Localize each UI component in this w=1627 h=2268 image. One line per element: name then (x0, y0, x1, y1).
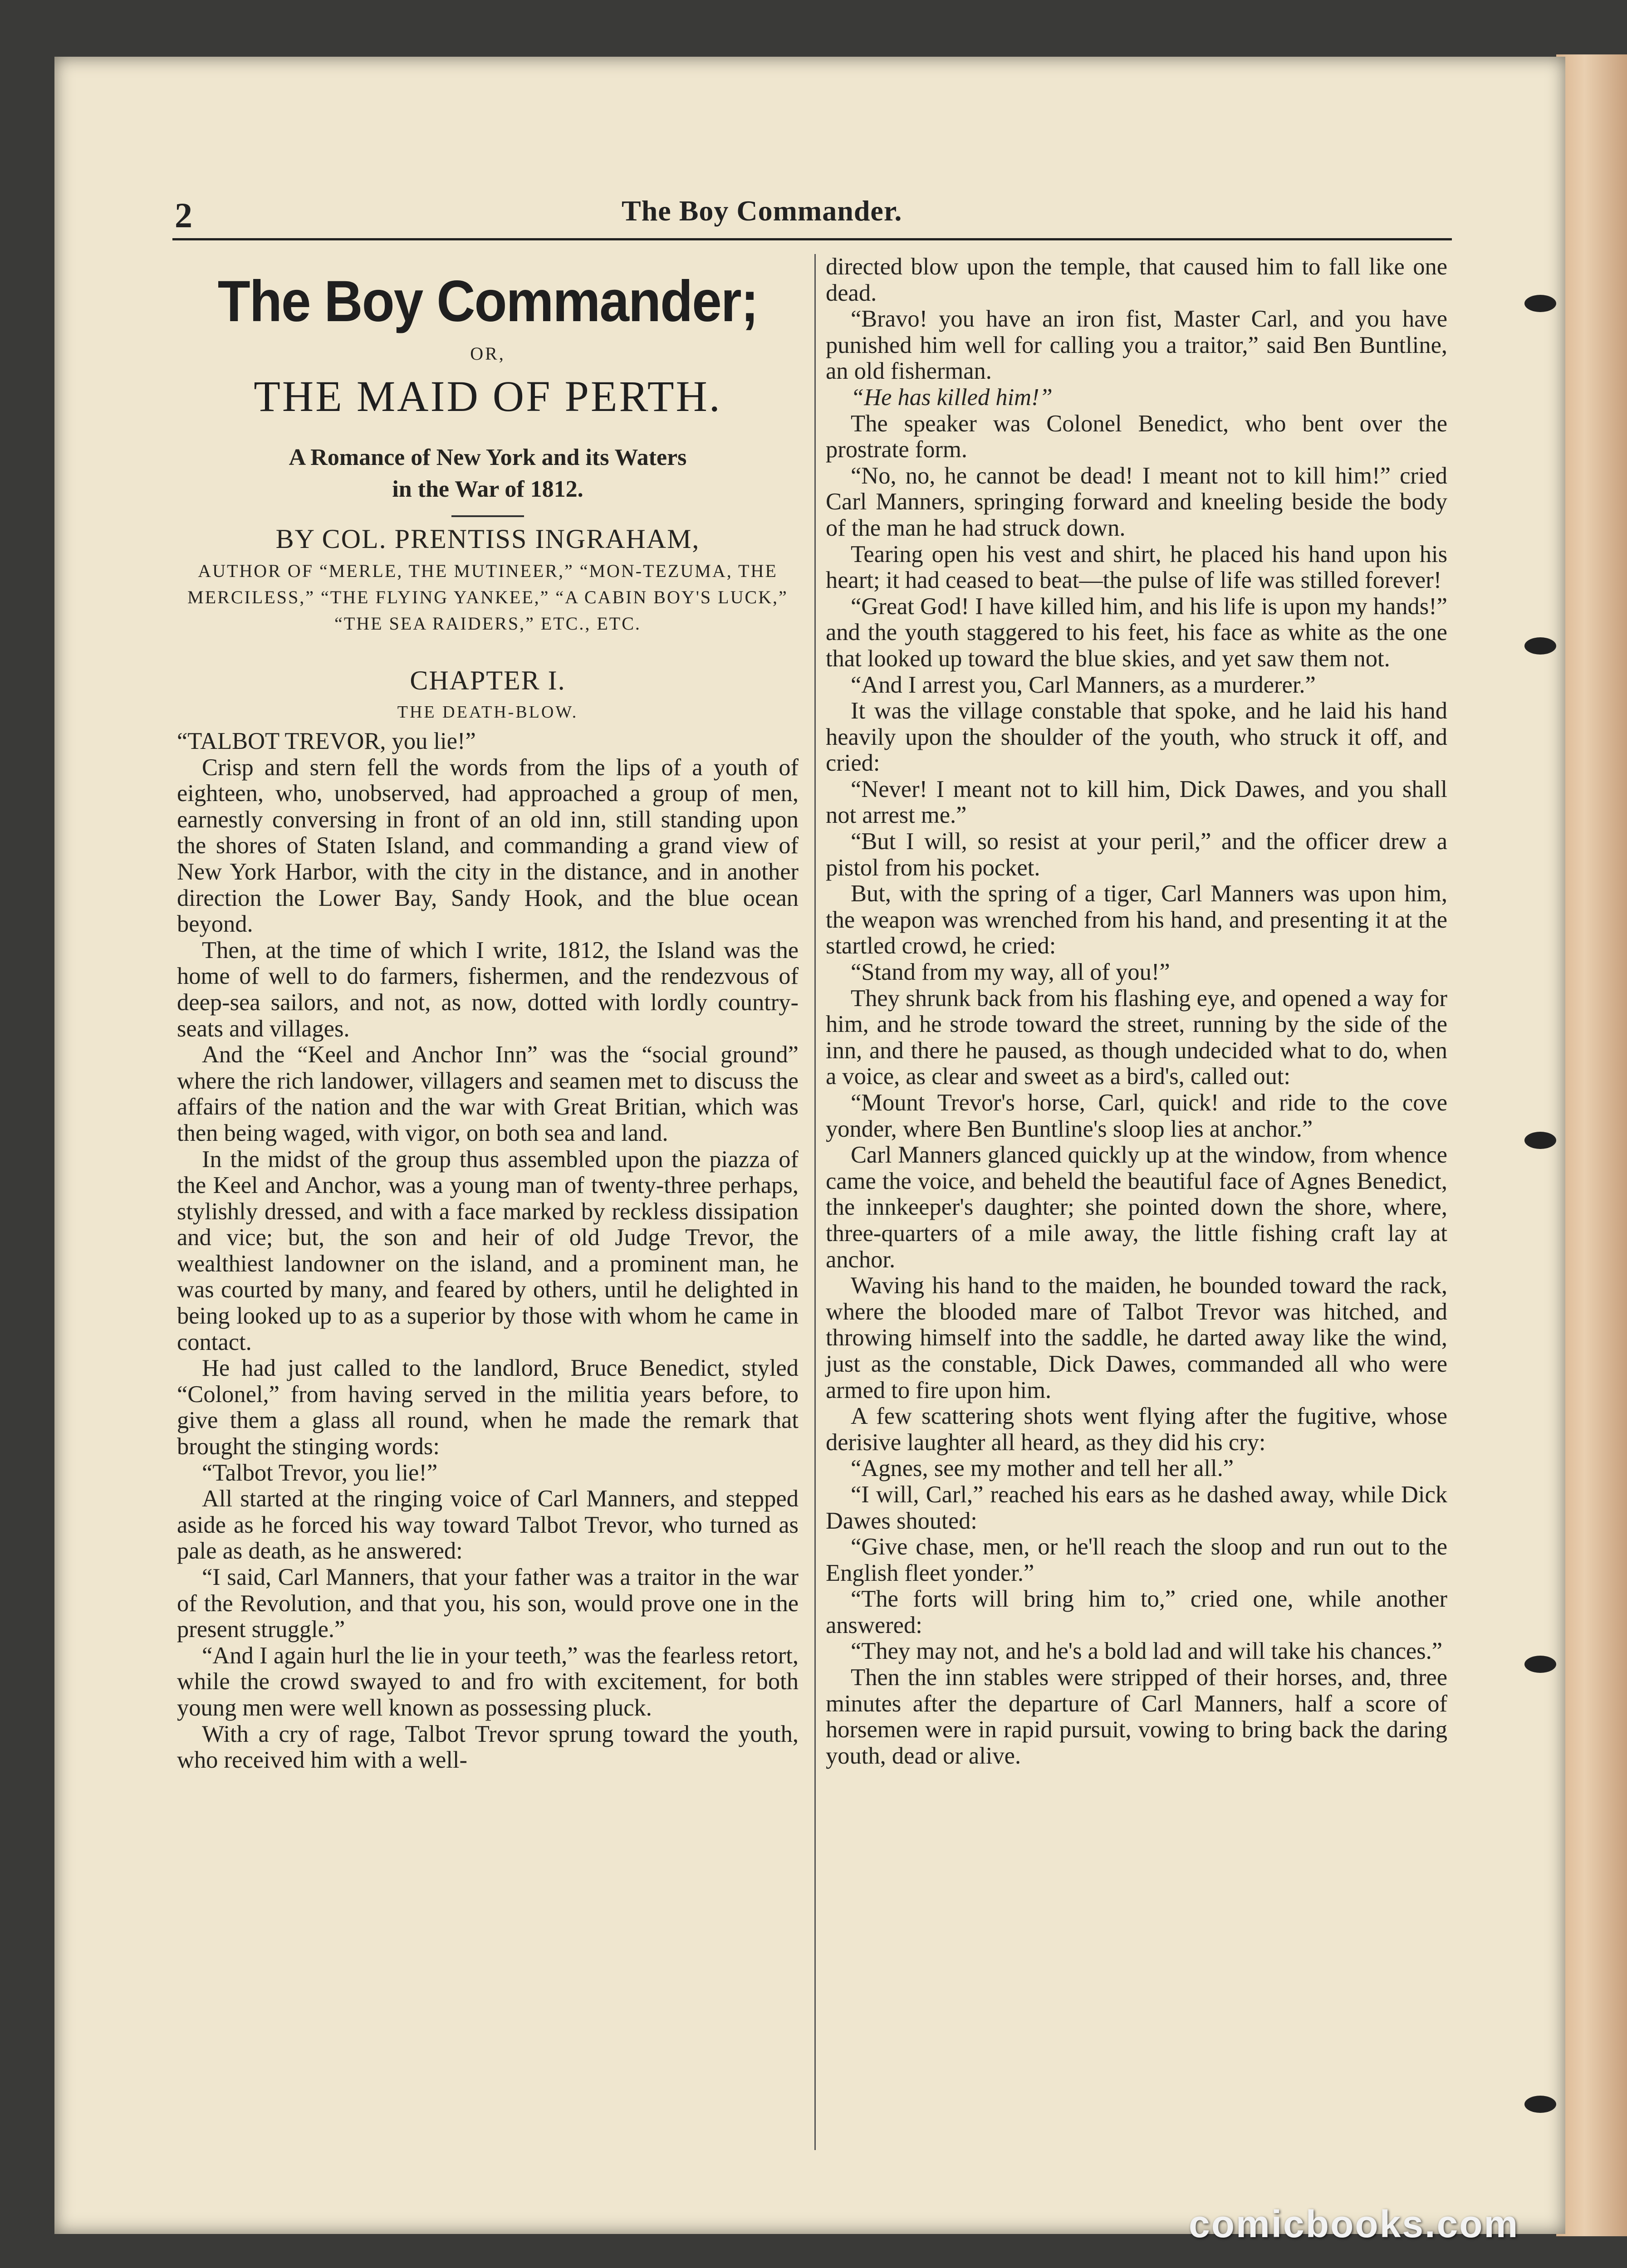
staple-hole (1524, 2096, 1556, 2113)
romance-line-2: in the War of 1812. (392, 476, 583, 502)
paragraph: “And I again hurl the lie in your teeth,” was the fearless retort, while the crowd swayed to and fro with excitement, for both young men were well known as possessing pluck. (177, 1642, 799, 1721)
header-rule (172, 238, 1452, 240)
paragraph: With a cry of rage, Talbot Trevor sprung toward the youth, who received him with a well- (177, 1721, 799, 1774)
paragraph: “Stand from my way, all of you!” (851, 959, 1170, 986)
paragraph: “I said, Carl Manners, that your father was a traitor in the war of the Revolution, and that you, his son, would prove one in the present struggle.” (177, 1564, 799, 1643)
paragraph: “I will, Carl,” reached his ears as he dashed away, while Dick Dawes shouted: (826, 1481, 1447, 1534)
title-or: OR, (470, 343, 505, 364)
staple-hole (1524, 637, 1556, 655)
title-rule (451, 515, 524, 517)
paragraph: “Never! I meant not to kill him, Dick Dawes, and you shall not arrest me.” (826, 776, 1447, 829)
paragraph: The speaker was Colonel Benedict, who bent over the prostrate form. (826, 410, 1447, 463)
story-title: The Boy Commander; (217, 269, 758, 334)
paragraph: Then, at the time of which I write, 1812, the Island was the home of well to do farmers, fishermen, and the rendezvous of deep-sea sailors, and not, as now, dotted with lordly country-seats and villages. (177, 937, 799, 1042)
paragraph: “TALBOT TREVOR, you lie!” (177, 728, 476, 754)
romance-line-1: A Romance of New York and its Waters (289, 445, 687, 470)
paragraph: They shrunk back from his flashing eye, and opened a way for him, and he strode toward the street, running by the side of the inn, and there he paused, as though undecided what to do, when a voice, as clear and sweet as a bird's, called out: (826, 985, 1447, 1090)
paragraph: A few scattering shots went flying after the fugitive, whose derisive laughter all heard, as they did his cry: (826, 1403, 1447, 1456)
paragraph: And the “Keel and Anchor Inn” was the “social ground” where the rich landower, villagers and seamen met to discuss the affairs of the nation and the war with Great Britian, which was then being waged, with vigor, on both sea and land. (177, 1041, 799, 1146)
paragraph: “Give chase, men, or he'll reach the sloop and run out to the English fleet yonder.” (826, 1534, 1447, 1586)
paragraph: He had just called to the landlord, Bruce Benedict, styled “Colonel,” from having served in the militia years before, to give them a glass all round, when he made the remark that brought the stinging words: (177, 1355, 799, 1460)
right-column (826, 254, 1447, 1769)
story-subtitle: THE MAID OF PERTH. (254, 372, 722, 420)
paragraph: It was the village constable that spoke, and he laid his hand heavily upon the shoulder of the youth, who struck it off, and cried: (826, 698, 1447, 777)
adjacent-page-edge (1556, 54, 1627, 2236)
paragraph: All started at the ringing voice of Carl Manners, and stepped aside as he forced his way toward Talbot Trevor, who turned as pale as death, as he answered: (177, 1486, 799, 1564)
author-of: AUTHOR OF “MERLE, THE MUTINEER,” “MON-TEZUMA, THE MERCILESS,” “THE FLYING YANKEE,” “A CABIN BOY'S LUCK,” “THE SEA RAIDERS,” ETC., ETC. (187, 561, 788, 634)
paragraph: “Mount Trevor's horse, Carl, quick! and ride to the cove yonder, where Ben Buntline's sloop lies at anchor.” (826, 1090, 1447, 1142)
running-head: The Boy Commander. (622, 195, 902, 227)
staple-hole (1524, 1656, 1556, 1673)
chapter-title: THE DEATH-BLOW. (397, 703, 578, 722)
paragraph: “Bravo! you have an iron fist, Master Carl, and you have punished him well for calling you a traitor,” said Ben Buntline, an old fisherman. (826, 306, 1447, 385)
paragraph: Waving his hand to the maiden, he bounded toward the rack, where the blooded mare of Talbot Trevor was hitched, and throwing himself into the saddle, he darted away like the wind, just as the constable, Dick Dawes, commanded all who were armed to fire upon him. (826, 1272, 1447, 1403)
staple-hole (1524, 1132, 1556, 1149)
paragraph: “But I will, so resist at your peril,” and the officer drew a pistol from his pocket. (826, 828, 1447, 881)
paragraph: Carl Manners glanced quickly up at the window, from whence came the voice, and beheld the beautiful face of Agnes Benedict, the innkeeper's daughter; she pointed down the shore, where, three-quarters of a mile away, the little fishing craft lay at anchor. (826, 1142, 1447, 1273)
staple-hole (1524, 295, 1556, 312)
paragraph: In the midst of the group thus assembled upon the piazza of the Keel and Anchor, was a young man of twenty-three perhaps, stylishly dressed, and with a face marked by reckless dissipation and vice; but, the son and heir of old Judge Trevor, the wealthiest landowner on the island, and a prominent man, he was courted by many, and feared by others, until he delighted in being looked up to as a superior by those with whom he came in contact. (177, 1146, 799, 1355)
column-divider (814, 254, 816, 2150)
paragraph: Then the inn stables were stripped of their horses, and, three minutes after the departure of Carl Manners, half a score of horsemen were in rapid pursuit, vowing to bring back the daring youth, dead or alive. (826, 1664, 1447, 1769)
paragraph: “They may not, and he's a bold lad and will take his chances.” (851, 1638, 1443, 1665)
paragraph: But, with the spring of a tiger, Carl Manners was upon him, the weapon was wrenched from his hand, and presenting it at the startled crowd, he cried: (826, 880, 1447, 959)
paragraph: “Talbot Trevor, you lie!” (202, 1459, 438, 1486)
paragraph: Crisp and stern fell the words from the lips of a youth of eighteen, who, unobserved, had approached a group of men, earnestly conversing in front of an old inn, still standing upon the shores of Staten Island, and commanding a grand view of New York Harbor, with the city in the distance, and in another direction the Lower Bay, Sandy Hook, and the blue ocean beyond. (177, 754, 799, 938)
watermark: comicbooks.com (1189, 2203, 1519, 2245)
paragraph: “He has killed him!” (851, 384, 1053, 411)
paragraph: “And I arrest you, Carl Manners, as a murderer.” (851, 671, 1316, 698)
left-column (177, 254, 799, 1774)
page-number: 2 (175, 196, 192, 235)
byline: BY COL. PRENTISS INGRAHAM, (275, 524, 700, 554)
chapter-heading: CHAPTER I. (410, 665, 566, 695)
paragraph: directed blow upon the temple, that caused him to fall like one dead. (826, 254, 1447, 306)
paragraph: “Agnes, see my mother and tell her all.” (851, 1455, 1234, 1482)
paragraph: Tearing open his vest and shirt, he placed his hand upon his heart; it had ceased to beat—the pulse of life was stilled forever! (826, 541, 1447, 594)
paragraph: “Great God! I have killed him, and his life is upon my hands!” and the youth staggered to his feet, his face as white as the one that looked up toward the blue skies, and yet saw them not. (826, 593, 1447, 672)
paragraph: “No, no, he cannot be dead! I meant not to kill him!” cried Carl Manners, springing forward and kneeling beside the body of the man he had struck down. (826, 462, 1447, 541)
paragraph: “The forts will bring him to,” cried one, while another answered: (826, 1586, 1447, 1638)
